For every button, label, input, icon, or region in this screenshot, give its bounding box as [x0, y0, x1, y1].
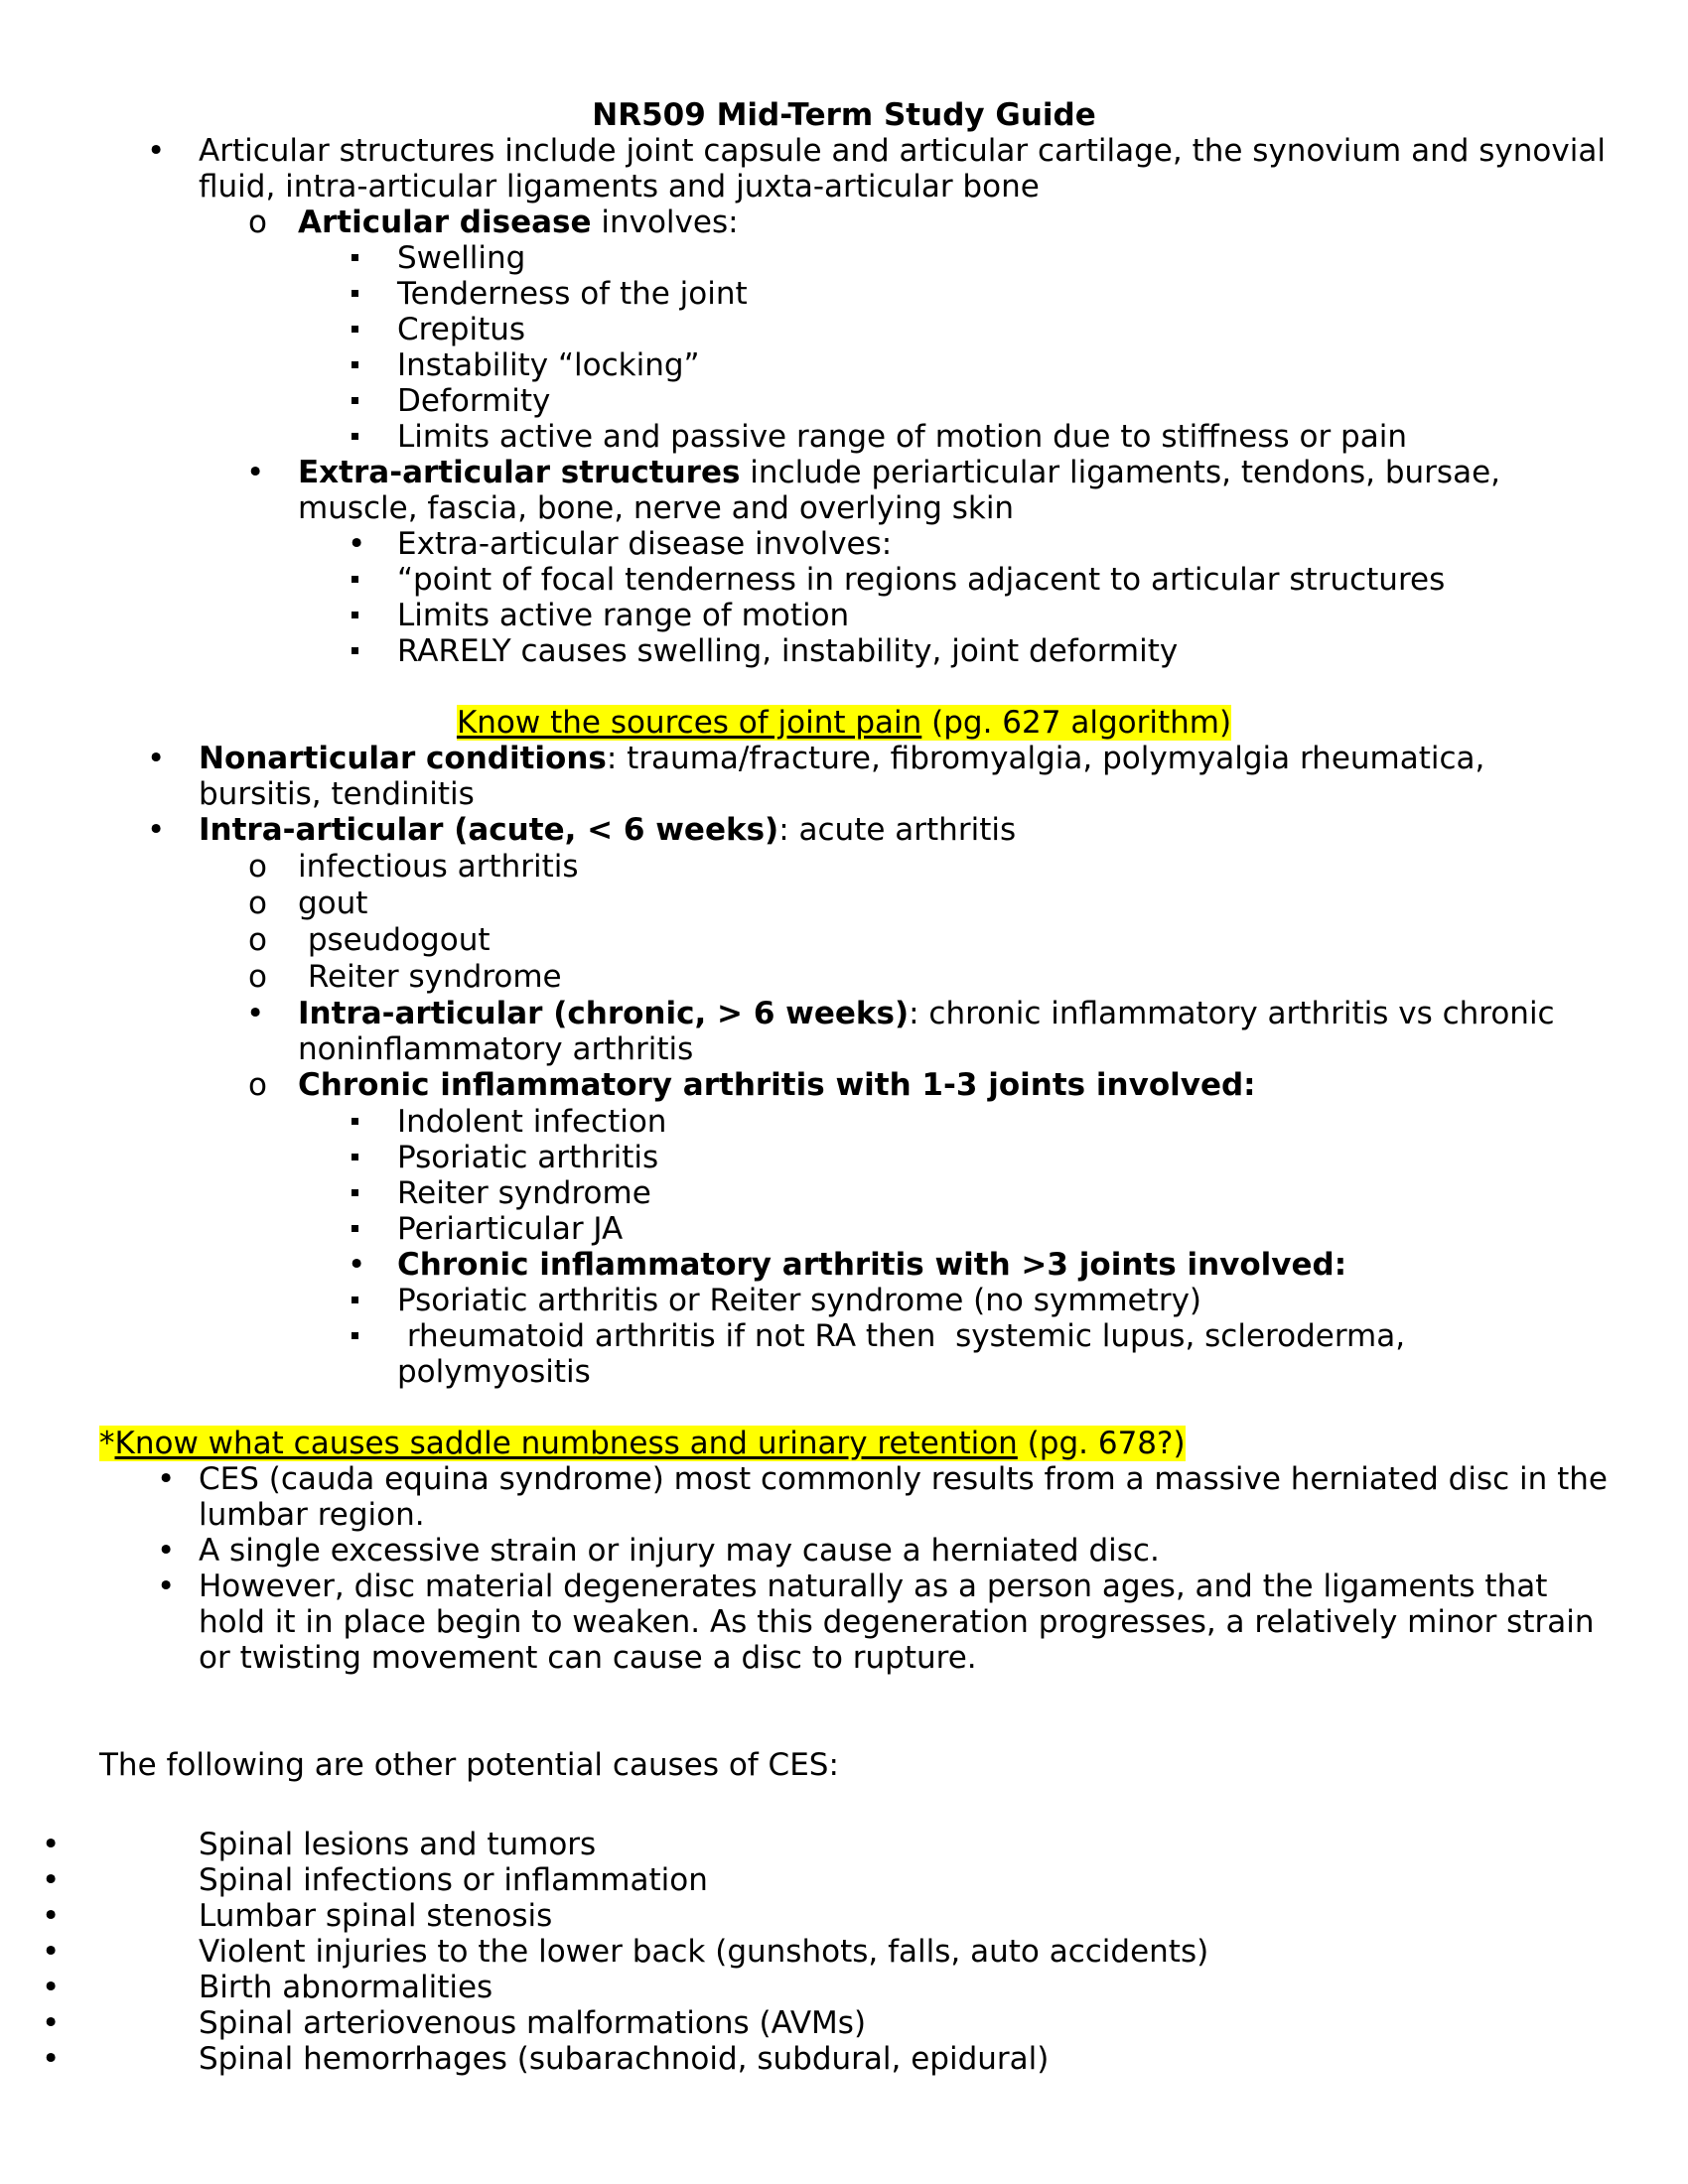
section-heading: *Know what causes saddle numbness and urinary retention (pg. 678?) — [99, 1426, 1186, 1461]
paragraph: hold it in place begin to weaken. As this degeneration progresses, a relatively minor strain — [199, 1604, 1595, 1640]
list-item: Extra-articular disease involves: — [397, 526, 893, 562]
bullet: • — [147, 133, 166, 169]
list-item: Intra-articular (chronic, > 6 weeks): chronic inflammatory arthritis vs chronic — [298, 996, 1555, 1031]
paragraph: A single excessive strain or injury may cause a herniated disc. — [199, 1533, 1160, 1569]
bullet: • — [42, 2041, 61, 2077]
square-bullet — [352, 647, 358, 654]
list-item: Periarticular JA — [397, 1211, 624, 1247]
bullet: o — [248, 1067, 267, 1103]
square-bullet — [352, 433, 358, 440]
list-item: Psoriatic arthritis — [397, 1140, 659, 1175]
paragraph: lumbar region. — [199, 1497, 425, 1533]
list-item: Swelling — [397, 240, 526, 276]
list-item: Extra-articular structures include periarticular ligaments, tendons, bursae, — [298, 455, 1500, 490]
list-item: infectious arthritis — [298, 849, 579, 885]
list-item: Instability “locking” — [397, 347, 700, 383]
list-item: “point of focal tenderness in regions adjacent to articular structures — [397, 562, 1446, 598]
bullet: • — [42, 1934, 61, 1970]
list-item: gout — [298, 886, 368, 921]
list-item: Birth abnormalities — [199, 1970, 493, 2005]
list-item: Reiter syndrome — [298, 959, 562, 995]
square-bullet — [352, 1118, 358, 1125]
section-heading: Know the sources of joint pain (pg. 627 algorithm) — [456, 705, 1232, 741]
paragraph: fluid, intra-articular ligaments and juxta-articular bone — [199, 169, 1040, 205]
list-item: muscle, fascia, bone, nerve and overlying skin — [298, 490, 1015, 526]
list-item: Crepitus — [397, 312, 526, 347]
list-item: RARELY causes swelling, instability, joint deformity — [397, 633, 1179, 669]
heading-link[interactable]: Know what causes saddle numbness and urinary retention — [114, 1426, 1018, 1461]
bullet: • — [246, 996, 265, 1031]
list-item: Tenderness of the joint — [397, 276, 748, 312]
bullet: • — [42, 1827, 61, 1862]
paragraph: The following are other potential causes of CES: — [99, 1747, 839, 1783]
square-bullet — [352, 1189, 358, 1196]
list-item: Nonarticular conditions: trauma/fracture, fibromyalgia, polymyalgia rheumatica, — [199, 741, 1485, 776]
square-bullet — [352, 326, 358, 333]
square-bullet — [352, 361, 358, 368]
bullet: o — [248, 205, 267, 240]
list-item: Violent injuries to the lower back (gunshots, falls, auto accidents) — [199, 1934, 1209, 1970]
square-bullet — [352, 254, 358, 261]
page-title: NR509 Mid-Term Study Guide — [592, 97, 1096, 133]
bullet: o — [248, 959, 267, 995]
bullet: • — [246, 455, 265, 490]
list-item: Limits active and passive range of motion due to stiffness or pain — [397, 419, 1407, 455]
list-item: rheumatoid arthritis if not RA then systemic lupus, scleroderma, — [397, 1318, 1406, 1354]
bullet: • — [157, 1461, 176, 1497]
list-item: Chronic inflammatory arthritis with >3 joints involved: — [397, 1247, 1347, 1283]
list-item: Chronic inflammatory arthritis with 1-3 joints involved: — [298, 1067, 1256, 1103]
list-item: Spinal hemorrhages (subarachnoid, subdural, epidural) — [199, 2041, 1050, 2077]
list-item: Psoriatic arthritis or Reiter syndrome (no symmetry) — [397, 1283, 1202, 1318]
paragraph: However, disc material degenerates naturally as a person ages, and the ligaments that — [199, 1569, 1548, 1604]
paragraph: Articular structures include joint capsule and articular cartilage, the synovium and synovial — [199, 133, 1606, 169]
square-bullet — [352, 1154, 358, 1160]
bullet: • — [157, 1569, 176, 1604]
bullet: • — [42, 1898, 61, 1934]
square-bullet — [352, 290, 358, 297]
list-item: Indolent infection — [397, 1104, 667, 1140]
list-item: Spinal lesions and tumors — [199, 1827, 597, 1862]
paragraph: or twisting movement can cause a disc to rupture. — [199, 1640, 977, 1676]
list-item: Spinal infections or inflammation — [199, 1862, 708, 1898]
list-item: Articular disease involves: — [298, 205, 739, 240]
square-bullet — [352, 1225, 358, 1232]
bullet: • — [42, 1862, 61, 1898]
bullet: • — [348, 1247, 366, 1283]
square-bullet — [352, 576, 358, 583]
heading-link[interactable]: Know the sources of joint pain — [456, 705, 922, 741]
list-item: bursitis, tendinitis — [199, 776, 475, 812]
list-item: Deformity — [397, 383, 551, 419]
list-item: Lumbar spinal stenosis — [199, 1898, 553, 1934]
list-item: noninflammatory arthritis — [298, 1031, 694, 1067]
bullet: • — [147, 812, 166, 848]
bullet: • — [147, 741, 166, 776]
bullet: • — [42, 1970, 61, 2005]
bullet: o — [248, 886, 267, 921]
list-item: pseudogout — [298, 922, 491, 958]
paragraph: CES (cauda equina syndrome) most commonly results from a massive herniated disc in the — [199, 1461, 1609, 1497]
list-item: Intra-articular (acute, < 6 weeks): acute arthritis — [199, 812, 1017, 848]
list-item: Reiter syndrome — [397, 1175, 651, 1211]
bullet: • — [157, 1533, 176, 1569]
square-bullet — [352, 1297, 358, 1303]
list-item: Limits active range of motion — [397, 598, 850, 633]
list-item: polymyositis — [397, 1354, 591, 1390]
bullet: • — [42, 2005, 61, 2041]
bullet: o — [248, 849, 267, 885]
square-bullet — [352, 612, 358, 618]
list-item: Spinal arteriovenous malformations (AVMs) — [199, 2005, 867, 2041]
bullet: • — [348, 526, 366, 562]
bullet: o — [248, 922, 267, 958]
square-bullet — [352, 397, 358, 404]
square-bullet — [352, 1332, 358, 1339]
